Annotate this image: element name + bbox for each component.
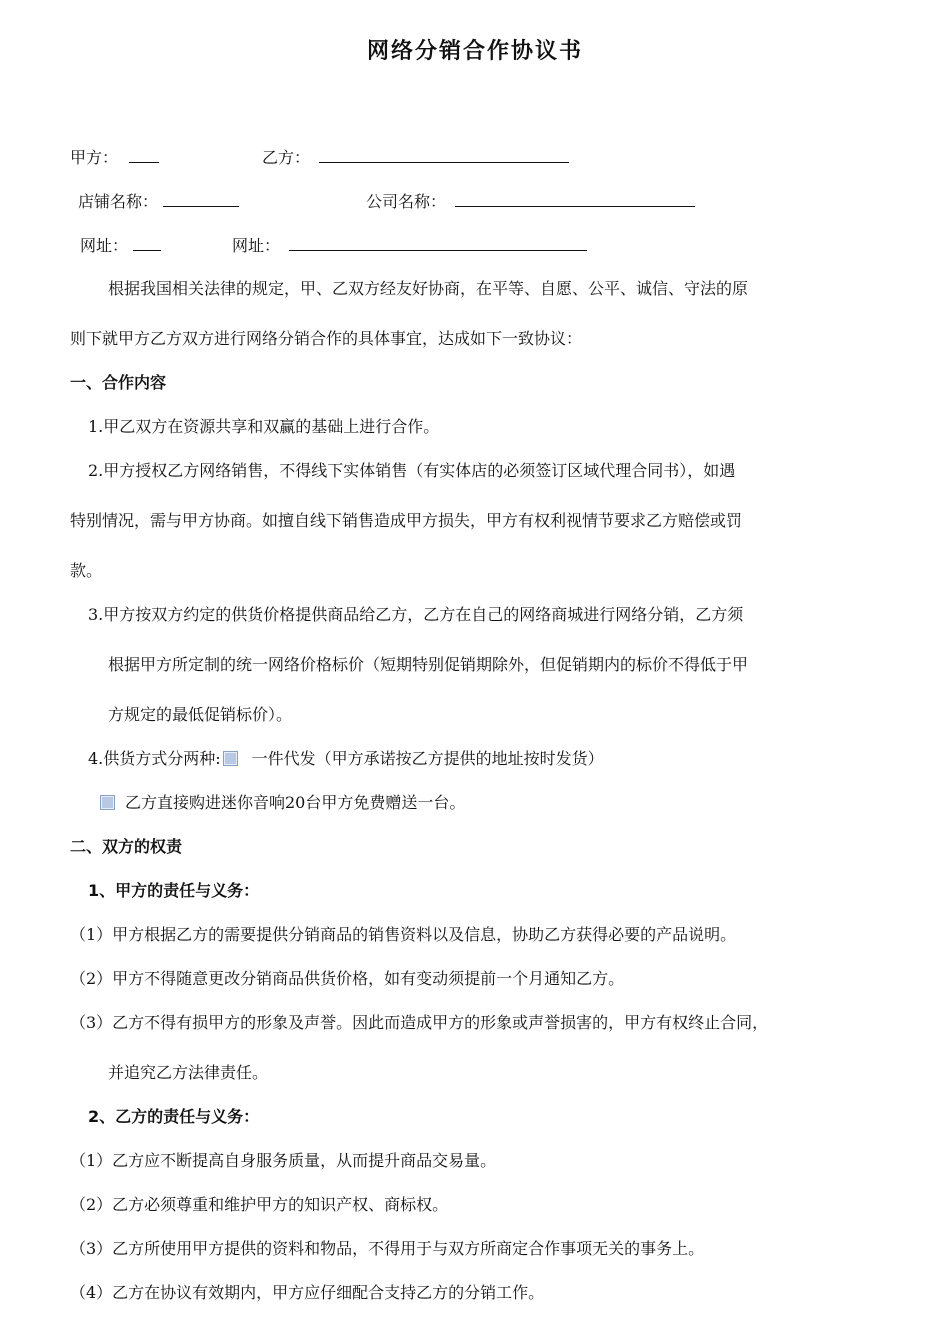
party-a-field (70, 146, 159, 169)
party-b-duty-4: （4）乙方在协议有效期内，甲方应仔细配合支持乙方的分销工作。 (70, 1283, 545, 1302)
party-b-field (262, 146, 569, 169)
url-b-label: 网址： (232, 236, 281, 255)
option-dropship-checkbox-icon[interactable] (223, 751, 238, 766)
company-name-label: 公司名称： (366, 192, 447, 211)
clause-1-4-prefix: 4.供货方式分两种: (88, 749, 221, 768)
party-a-duties-heading: 1、甲方的责任与义务： (88, 881, 260, 900)
clause-1-2-line-2: 特别情况，需与甲方协商。如擅自线下销售造成甲方损失，甲方有权利视情节要求乙方赔偿或罚 (70, 511, 743, 530)
clause-1-2-line-3: 款。 (70, 561, 103, 580)
url-a-label: 网址： (80, 236, 129, 255)
url-b-field (232, 234, 587, 257)
party-a-duty-1: （1）甲方根据乙方的需要提供分销商品的销售资料以及信息，协助乙方获得必要的产品说明。 (70, 925, 737, 944)
intro-line-2: 则下就甲方乙方双方进行网络分销合作的具体事宜，达成如下一致协议： (70, 329, 583, 348)
section-1-heading: 一、合作内容 (70, 373, 167, 392)
url-a-field (80, 234, 161, 257)
clause-1-4 (88, 748, 604, 770)
shop-name-field (78, 190, 239, 213)
clause-1-4-option-2 (100, 792, 465, 814)
party-a-duty-3-line-1: （3）乙方不得有损甲方的形象及声誉。因此而造成甲方的形象或声誉损害的，甲方有权终止合同， (70, 1013, 769, 1032)
party-a-label: 甲方： (70, 148, 119, 167)
clause-1-3-line-2: 根据甲方所定制的统一网络价格标价（短期特别促销期除外，但促销期内的标价不得低于甲 (108, 655, 749, 674)
url-b-blank[interactable] (289, 234, 587, 251)
party-b-duty-3: （3）乙方所使用甲方提供的资料和物品，不得用于与双方所商定合作事项无关的事务上。 (70, 1239, 705, 1258)
section-2-heading: 二、双方的权责 (70, 837, 183, 856)
party-a-blank[interactable] (129, 146, 159, 163)
party-a-duty-3-line-2: 并追究乙方法律责任。 (108, 1063, 269, 1082)
page-title: 网络分销合作协议书 (366, 39, 583, 64)
clause-1-3-line-1: 3.甲方按双方约定的供货价格提供商品给乙方，乙方在自己的网络商城进行网络分销，乙方须 (88, 605, 744, 624)
company-name-blank[interactable] (455, 190, 695, 207)
party-b-duties-heading: 2、乙方的责任与义务： (88, 1107, 260, 1126)
party-b-blank[interactable] (319, 146, 569, 163)
shop-name-label: 店铺名称： (78, 192, 159, 211)
url-a-blank[interactable] (133, 234, 161, 251)
party-b-label: 乙方： (262, 148, 311, 167)
option-bulk-purchase-checkbox-icon[interactable] (100, 795, 115, 810)
clause-1-3-line-3: 方规定的最低促销标价）。 (108, 705, 293, 724)
clause-1-2-line-1: 2.甲方授权乙方网络销售，不得线下实体销售（有实体店的必须签订区域代理合同书），如遇 (88, 461, 736, 480)
party-a-duty-2: （2）甲方不得随意更改分销商品供货价格，如有变动须提前一个月通知乙方。 (70, 969, 625, 988)
option-bulk-purchase-label: 乙方直接购进迷你音响20台甲方免费赠送一台。 (125, 793, 466, 812)
shop-name-blank[interactable] (163, 190, 239, 207)
clause-1-1: 1.甲乙双方在资源共享和双赢的基础上进行合作。 (88, 417, 440, 436)
company-name-field (366, 190, 695, 213)
party-b-duty-1: （1）乙方应不断提高自身服务质量，从而提升商品交易量。 (70, 1151, 497, 1170)
option-dropship-label: 一件代发（甲方承诺按乙方提供的地址按时发货） (251, 749, 604, 768)
party-b-duty-2: （2）乙方必须尊重和维护甲方的知识产权、商标权。 (70, 1195, 449, 1214)
intro-line-1: 根据我国相关法律的规定，甲、乙双方经友好协商，在平等、自愿、公平、诚信、守法的原 (108, 279, 749, 298)
